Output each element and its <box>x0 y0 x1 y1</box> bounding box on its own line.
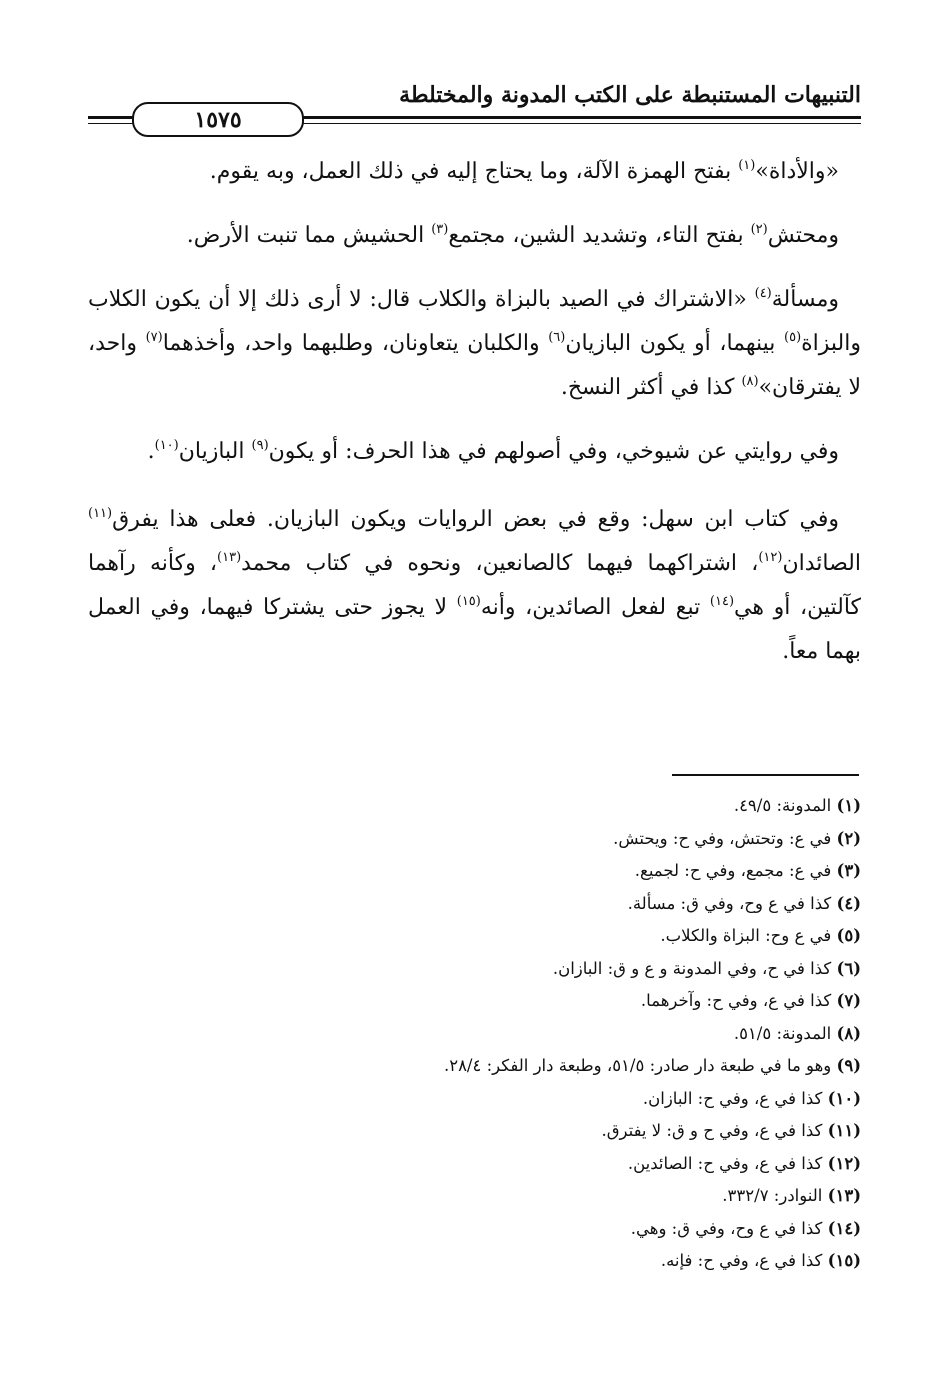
footnote-ref: (٣) <box>431 222 449 237</box>
footnote <box>88 855 861 888</box>
footnote-ref: (١٥) <box>456 594 481 609</box>
footnote-ref: (١٤) <box>709 594 735 609</box>
footnote-number: (٣) <box>836 861 861 880</box>
footnote-number: (١٥) <box>827 1251 861 1270</box>
footnote <box>88 888 861 921</box>
footnote-text: المدونة: ٥١/٥. <box>733 1023 832 1043</box>
running-title: التنبيهات المستنبطة على الكتب المدونة والمختلطة <box>399 82 861 108</box>
footnote-text: في ع: وتحتش، وفي ح: ويحتش. <box>613 828 832 848</box>
page-header <box>88 78 861 138</box>
footnote <box>88 1245 861 1278</box>
footnote-number: (١) <box>836 796 861 815</box>
footnote-ref: (١٠) <box>154 438 179 453</box>
footnote-number: (٩) <box>836 1056 861 1075</box>
text-run: الصائدان <box>782 551 861 576</box>
text-run: تبع لفعل الصائدين، وأنه <box>480 595 710 620</box>
footnote <box>88 1148 861 1181</box>
footnote <box>88 953 861 986</box>
paragraph-5 <box>88 498 861 674</box>
text-run: وفي كتاب ابن سهل: وقع في بعض الروايات ويكون البازيان. فعلى هذا يفرق <box>112 507 839 532</box>
footnote <box>88 1050 861 1083</box>
footnote <box>88 790 861 823</box>
footnote-number: (٧) <box>836 991 861 1010</box>
footnote-number: (٢) <box>836 828 861 848</box>
text-run: البازيان <box>178 439 252 464</box>
paragraph-2 <box>88 214 861 258</box>
footnote <box>88 1083 861 1116</box>
paragraph-3 <box>88 278 861 410</box>
footnote-text: كذا في ح، وفي المدونة و ع و ق: البازان. <box>552 958 832 978</box>
text-run: ومحتش <box>767 223 839 248</box>
footnote-text: كذا في ع، وفي ح: الصائدين. <box>627 1153 823 1173</box>
footnote-ref: (١١) <box>88 506 113 521</box>
text-run: بينهما، أو يكون البازيان <box>565 331 784 356</box>
text-run: الحشيش مما تنبت الأرض. <box>186 223 432 248</box>
page-number: ١٥٧٥ <box>132 102 304 137</box>
footnote-text: كذا في ع، وفي ح: وآخرهما. <box>640 991 832 1010</box>
footnote-separator <box>672 774 859 776</box>
paragraph-4 <box>88 430 861 474</box>
footnote <box>88 823 861 856</box>
main-text <box>88 150 861 694</box>
footnote-ref: (٩) <box>251 438 269 453</box>
footnote-number: (٦) <box>836 958 861 978</box>
footnote-number: (١٣) <box>827 1186 861 1205</box>
text-run: كذا في أكثر النسخ. <box>560 375 742 400</box>
text-run: واحد، لا يفترقان» <box>88 331 861 400</box>
text-run: . <box>147 439 155 464</box>
text-run: ، وكأنه رآهما كآلتين، أو هي <box>88 551 861 620</box>
paragraph-1 <box>88 150 861 194</box>
text-run: والكلبان يتعاونان، وطلبهما واحد، وأخذهما <box>162 331 549 356</box>
footnote-number: (٥) <box>836 926 861 945</box>
text-run: «الاشتراك في الصيد بالبزاة والكلاب قال: لا أرى ذلك إلا أن يكون الكلاب والبزاة <box>88 287 861 356</box>
footnote-ref: (٤) <box>754 286 772 301</box>
footnote <box>88 985 861 1018</box>
text-run: بفتح التاء، وتشديد الشين، مجتمع <box>448 223 751 248</box>
footnote-number: (٨) <box>836 1023 861 1043</box>
footnote-number: (٤) <box>836 893 861 913</box>
text-run: «والأداة» <box>755 159 839 184</box>
text-run: بفتح الهمزة الآلة، وما يحتاج إليه في ذلك العمل، وبه يقوم. <box>209 159 739 184</box>
footnote-text: النوادر: ٣٣٢/٧. <box>722 1186 823 1205</box>
text-run: لا يجوز حتى يشتركا فيهما، وفي العمل بهما معاً. <box>88 595 861 664</box>
footnote <box>88 1018 861 1051</box>
footnote-text: في ع وح: البزاة والكلاب. <box>660 926 832 945</box>
footnote-ref: (٥) <box>784 330 802 345</box>
footnote-text: في ع: مجمع، وفي ح: لجميع. <box>634 861 832 880</box>
footnote-text: وهو ما في طبعة دار صادر: ٥١/٥، وطبعة دار الفكر: ٢٨/٤. <box>443 1056 832 1075</box>
footnote-text: كذا في ع، وفي ح: فإنه. <box>660 1251 823 1270</box>
text-run: ومسألة <box>771 287 839 312</box>
footnote-number: (١٠) <box>827 1088 861 1108</box>
footnote <box>88 1115 861 1148</box>
footnote-text: كذا في ع وح، وفي ق: وهي. <box>630 1218 823 1238</box>
footnote-ref: (٢) <box>750 222 768 237</box>
footnote-number: (١١) <box>827 1121 861 1140</box>
text-run: ، اشتراكهما فيهما كالصانعين، ونحوه في كتاب محمد <box>241 551 759 576</box>
footnote-text: كذا في ع، وفي ح: البازان. <box>642 1088 823 1108</box>
footnote-text: كذا في ع، وفي ح و ق: لا يفترق. <box>601 1121 823 1140</box>
text-run: وفي روايتي عن شيوخي، وفي أصولهم في هذا الحرف: أو يكون <box>268 439 839 464</box>
footnote <box>88 1180 861 1213</box>
footnote <box>88 920 861 953</box>
footnote-ref: (٨) <box>741 374 759 389</box>
footnote-ref: (٧) <box>145 330 163 345</box>
footnote-ref: (١) <box>738 158 756 173</box>
footnote-ref: (١٣) <box>217 550 242 565</box>
footnote-text: المدونة: ٤٩/٥. <box>733 796 832 815</box>
footnotes <box>88 790 861 1278</box>
footnote <box>88 1213 861 1246</box>
footnote-number: (١٤) <box>827 1218 861 1238</box>
footnote-ref: (١٢) <box>758 550 783 565</box>
footnote-ref: (٦) <box>548 330 566 345</box>
footnote-number: (١٢) <box>827 1153 861 1173</box>
footnote-text: كذا في ع وح، وفي ق: مسألة. <box>627 893 832 913</box>
